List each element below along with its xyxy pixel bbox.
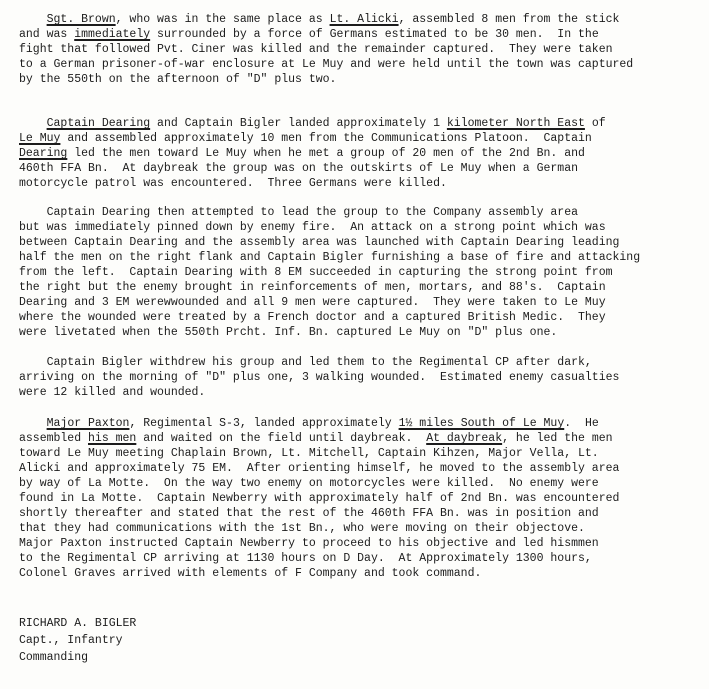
text-line	[19, 27, 599, 42]
text-segment	[19, 13, 47, 26]
text-segment: were 12 killed and wounded.	[19, 386, 206, 399]
text-segment: and assembled approximately 10 men from the Communications Platoon. Captain	[60, 132, 592, 145]
underlined-text: kilometer North East	[446, 117, 585, 130]
text-segment	[19, 117, 47, 130]
text-segment: . He	[564, 417, 599, 430]
underlined-text: 1½ miles South of Le Muy	[398, 417, 565, 430]
text-line	[19, 265, 613, 280]
text-segment: the right but the enemy brought in reinforcements of men, mortars, and 88's. Captain	[19, 281, 606, 294]
underlined-text: Captain Dearing	[46, 117, 151, 130]
text-segment: were livetated when the 550th Prcht. Inf. Bn. captured Le Muy on "D" plus one.	[19, 326, 558, 339]
text-segment: found in La Motte. Captain Newberry with approximately half of 2nd Bn. was encountered	[19, 492, 620, 505]
text-segment: by the 550th on the afternoon of "D" plus two.	[19, 73, 337, 86]
text-line	[19, 416, 599, 431]
text-segment: between Captain Dearing and the assembly area was launched with Captain Dearing leading	[19, 236, 620, 249]
signature-rank: Capt., Infantry	[19, 634, 123, 647]
text-segment: , assembled 8 men from the stick	[398, 13, 620, 26]
text-segment: and waited on the field until daybreak.	[136, 432, 427, 445]
text-segment: Dearing and 3 EM werewwounded and all 9 men were captured. They were taken to Le Muy	[19, 296, 606, 309]
text-segment: and Captain Bigler landed approximately 1	[150, 117, 447, 130]
text-segment: Alicki and approximately 75 EM. After orienting himself, he moved to the assembly area	[19, 462, 620, 475]
text-segment: and was	[19, 28, 75, 41]
text-segment: where the wounded were treated by a French doctor and a captured British Medic. They	[19, 311, 606, 324]
text-segment: toward Le Muy meeting Chaplain Brown, Lt. Mitchell, Captain Kihzen, Major Vella, Lt.	[19, 447, 599, 460]
text-line	[19, 506, 599, 521]
underlined-text: Major Paxton	[46, 417, 130, 430]
text-line	[19, 521, 585, 536]
text-line	[19, 566, 481, 581]
text-line	[19, 310, 606, 325]
text-segment: assembled	[19, 432, 89, 445]
text-line	[19, 57, 633, 72]
text-segment: , he led the men	[502, 432, 613, 445]
text-line	[19, 220, 606, 235]
text-line	[19, 235, 619, 250]
text-segment: of	[584, 117, 606, 130]
text-line	[19, 116, 606, 131]
text-segment: , who was in the same place as	[115, 13, 330, 26]
underlined-text: immediately	[74, 28, 151, 41]
text-line	[19, 161, 578, 176]
text-segment: but was immediately pinned down by enemy fire. An attack on a strong point which was	[19, 221, 606, 234]
text-line	[19, 491, 619, 506]
text-segment: motorcycle patrol was encountered. Three Germans were killed.	[19, 177, 447, 190]
text-segment: that they had communications with the 1st Bn., who were moving on their objectove.	[19, 522, 585, 535]
text-line	[19, 476, 599, 491]
text-segment: Major Paxton instructed Captain Newberry to proceed to his objective and led hismmen	[19, 537, 599, 550]
text-line	[19, 146, 585, 161]
text-line	[19, 446, 599, 461]
text-segment: to a German prisoner-of-war enclosure at Le Muy and were held until the town was captured	[19, 58, 634, 71]
text-segment: shortly thereafter and stated that the rest of the 460th FFA Bn. was in position and	[19, 507, 599, 520]
text-segment	[19, 417, 47, 430]
underlined-text: Le Muy	[19, 132, 61, 145]
text-segment: 460th FFA Bn. At daybreak the group was on the outskirts of Le Muy when a German	[19, 162, 578, 175]
text-segment: Captain Dearing then attempted to lead the group to the Company assembly area	[19, 206, 578, 219]
text-segment: half the men on the right flank and Captain Bigler furnishing a base of fire and attacking	[19, 251, 641, 264]
underlined-text: his men	[88, 432, 137, 445]
text-line	[19, 431, 613, 446]
text-line	[19, 370, 619, 385]
text-segment: arriving on the morning of "D" plus one, 3 walking wounded. Estimated enemy casualties	[19, 371, 620, 384]
underlined-text: Lt. Alicki	[329, 13, 399, 26]
text-segment: , Regimental S-3, landed approximately	[129, 417, 399, 430]
text-segment: fight that followed Pvt. Ciner was killed and the remainder captured. They were taken	[19, 43, 613, 56]
text-segment: surrounded by a force of Germans estimated to be 30 men. In the	[150, 28, 599, 41]
text-line	[19, 205, 578, 220]
text-line	[19, 325, 557, 340]
text-line	[19, 355, 592, 370]
signature-name: RICHARD A. BIGLER	[19, 617, 137, 630]
text-segment: from the left. Captain Dearing with 8 EM succeeded in capturing the strong point from	[19, 266, 613, 279]
text-line	[19, 385, 205, 400]
text-segment: Captain Bigler withdrew his group and led them to the Regimental CP after dark,	[19, 356, 592, 369]
text-line	[19, 42, 613, 57]
text-line	[19, 280, 606, 295]
text-line	[19, 461, 619, 476]
text-line	[19, 12, 619, 27]
text-line	[19, 295, 606, 310]
text-segment: by way of La Motte. On the way two enemy on motorcycles were killed. No enemy were	[19, 477, 599, 490]
text-line	[19, 131, 592, 146]
text-segment: Colonel Graves arrived with elements of F Company and took command.	[19, 567, 482, 580]
text-line	[19, 250, 640, 265]
text-line	[19, 176, 447, 191]
underlined-text: Sgt. Brown	[46, 13, 116, 26]
text-segment: to the Regimental CP arriving at 1130 hours on D Day. At Approximately 1300 hours,	[19, 552, 592, 565]
underlined-text: At daybreak	[426, 432, 503, 445]
text-line	[19, 72, 336, 87]
underlined-text: Dearing	[19, 147, 68, 160]
text-line	[19, 551, 592, 566]
text-line	[19, 536, 599, 551]
signature-role: Commanding	[19, 651, 89, 664]
text-segment: led the men toward Le Muy when he met a group of 20 men of the 2nd Bn. and	[67, 147, 585, 160]
